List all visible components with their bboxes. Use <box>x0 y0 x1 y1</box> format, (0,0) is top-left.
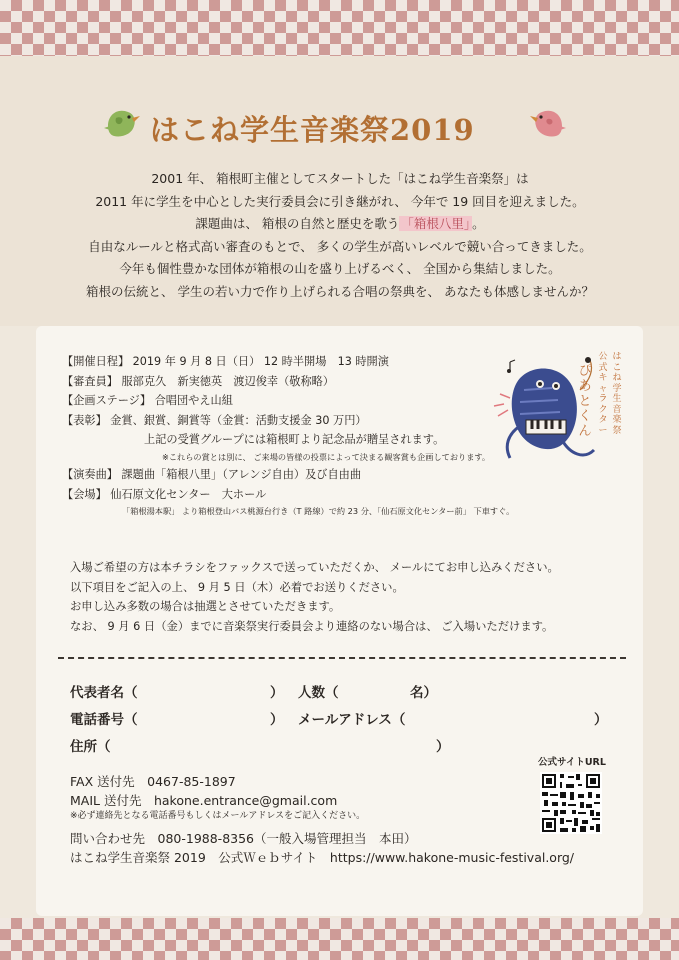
event-info <box>62 352 522 519</box>
headcount-label: 人数（ <box>298 685 339 701</box>
intro-line: 今年も個性豊かな団体が箱根の山を盛り上げるべく、 全国から集結しました。 <box>119 261 561 277</box>
headcount-unit: 名） <box>410 685 437 701</box>
mascot-caption-festival: はこね学生音楽祭 <box>612 352 622 436</box>
title-row <box>0 100 679 150</box>
info-awards: 【表彰】 金賞、銀賞、銅賞等（金賞：活動支援金 30 万円） <box>62 413 367 427</box>
qr-label: 公式サイトURL <box>538 757 606 768</box>
page-title: はこね学生音楽祭2019 <box>150 113 475 147</box>
mascot-name: ぴあとくん <box>578 364 592 439</box>
email-label: メールアドレス（ <box>298 712 406 728</box>
contact-info <box>70 772 610 867</box>
info-stage: 【企画ステージ】 合唱団やえ山組 <box>62 394 233 408</box>
phone-close: ） <box>270 712 284 728</box>
info-judges: 【審査員】 服部克久 新実徳英 渡辺俊幸（敬称略） <box>62 374 335 388</box>
apply-line: 入場ご希望の方は本チラシをファックスで送っていただくか、 メールにてお申し込みください。 <box>70 561 559 574</box>
application-instructions <box>70 558 570 637</box>
qr-code <box>540 772 602 834</box>
inquiry-phone: 問い合わせ先 080-1988-8356（一般入場管理担当 本田） <box>70 831 417 846</box>
intro-line <box>40 213 640 236</box>
representative-label: 代表者名（ <box>70 685 138 701</box>
representative-close: ） <box>270 685 284 701</box>
intro-text <box>40 168 640 304</box>
intro-line-pre: 課題曲は、 箱根の自然と歴史を歌う <box>195 216 400 232</box>
checker-border-bottom <box>0 918 679 960</box>
apply-line: 以下項目をご記入の上、 9 月 5 日（木）必着でお送りください。 <box>70 580 404 594</box>
contact-note: ※必ず連絡先となる電話番号もしくはメールアドレスをご記入ください。 <box>70 811 366 821</box>
info-access: 「箱根湯本駅」 より箱根登山バス桃源台行き（T 路線）で約 23 分、「仙石原文化センター前」 下車すぐ。 <box>122 506 515 517</box>
cut-line <box>58 657 626 659</box>
application-form <box>70 680 630 761</box>
address-label: 住所（ <box>70 739 111 755</box>
intro-line: 自由なルールと格式高い審査のもとで、 多くの学生が高いレベルで競い合ってきました。 <box>88 238 592 254</box>
website-url: はこね学生音楽祭 2019 公式Ｗｅｂサイト https://www.hakone-music-festival.org/ <box>70 850 575 865</box>
intro-line: 箱根の伝統と、 学生の若い力で作り上げられる合唱の祭典を、 あなたも体感しませんか？ <box>86 283 594 299</box>
info-date: 【開催日程】 2019 年 9 月 8 日（日） 12 時半開場 13 時開演 <box>62 355 389 368</box>
info-awards-note: ※これらの賞とは別に、 ご来場の皆様の投票によって決まる観客賞も企画しております。 <box>162 451 491 462</box>
apply-line: なお、 9 月 6 日（金）までに音楽祭実行委員会より連絡のない場合は、 ご入場いただけます。 <box>70 620 554 634</box>
intro-line: 2011 年に学生を中心とした実行委員会に引き継がれ、 今年で 19 回目を迎えました。 <box>95 193 585 209</box>
pink-bird-icon <box>528 104 568 142</box>
email-close: ） <box>594 712 608 728</box>
info-venue: 【会場】 仙石原文化センター 大ホール <box>62 487 267 501</box>
address-close: ） <box>436 739 450 755</box>
info-awards-detail: 上記の受賞グループには箱根町より記念品が贈呈されます。 <box>144 433 445 447</box>
highlight-song-title: 「箱根八里」 <box>401 216 471 232</box>
info-songs: 【演奏曲】 課題曲「箱根八里」（アレンジ自由）及び自由曲 <box>62 467 362 481</box>
phone-label: 電話番号（ <box>70 712 138 728</box>
mascot-caption-official: 公式キャラクター <box>598 352 608 436</box>
email-address: MAIL 送付先 hakone.entrance@gmail.com <box>70 793 338 808</box>
checker-border-top <box>0 0 679 56</box>
intro-line-post: 。 <box>472 216 485 232</box>
intro-line: 2001 年、 箱根町主催としてスタートした「はこね学生音楽祭」は <box>151 171 529 186</box>
fax-number: FAX 送付先 0467-85-1897 <box>70 774 236 789</box>
apply-line: お申し込み多数の場合は抽選とさせていただきます。 <box>70 600 341 614</box>
